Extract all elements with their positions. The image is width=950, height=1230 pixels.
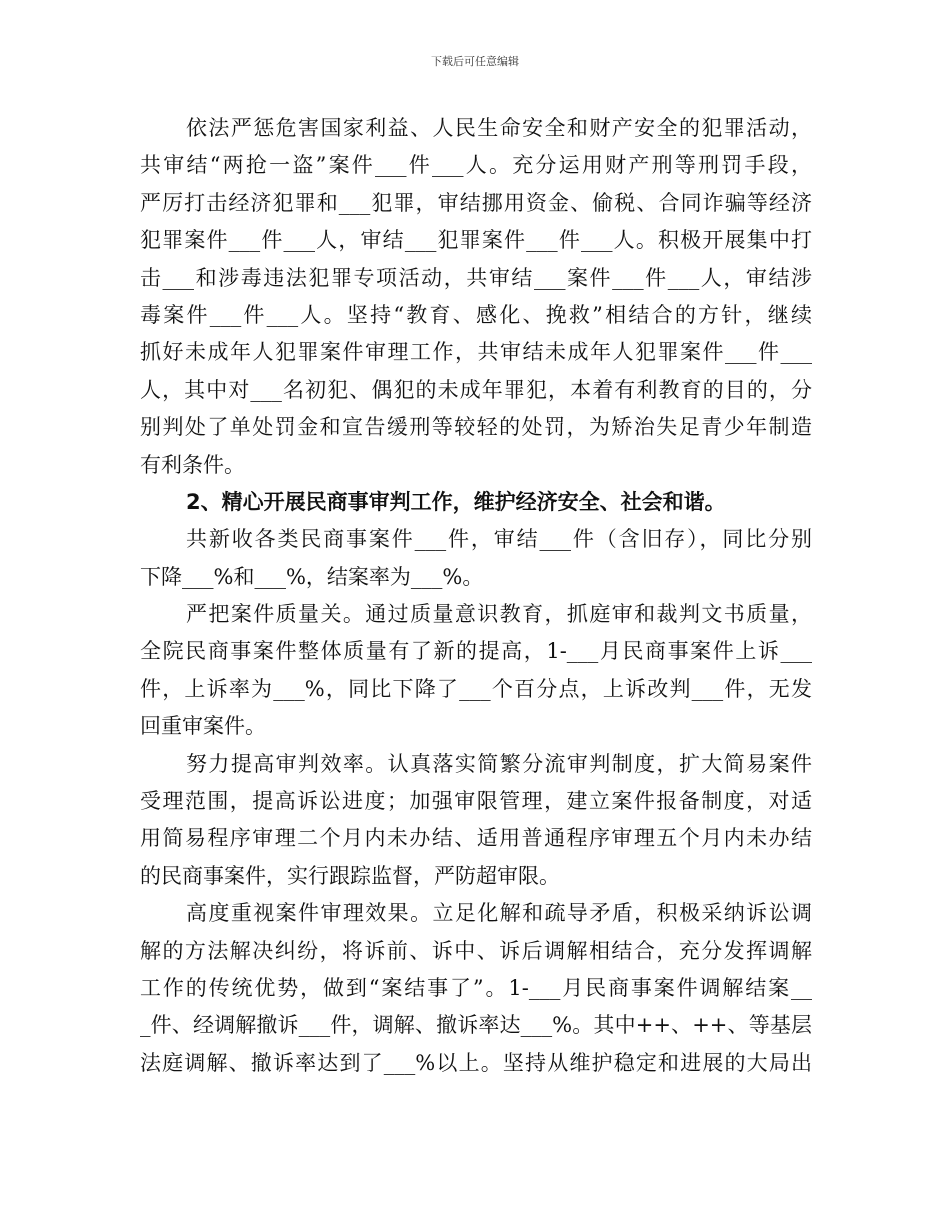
paragraph-line: 依法严惩危害国家利益、人民生命安全和财产安全的犯罪活动， xyxy=(186,116,812,140)
paragraph-line: 严把案件质量关。通过质量意识教育，抓庭审和裁判文书质量， xyxy=(186,602,812,627)
paragraph-line: 受理范围，提高诉讼进度；加强审限管理，建立案件报备制度，对适 xyxy=(140,789,812,814)
paragraph-line: 别判处了单处罚金和宣告缓刑等较轻的处罚，为矫治失足青少年制造 xyxy=(140,415,812,440)
paragraph-line: 人，其中对___名初犯、偶犯的未成年罪犯，本着有利教育的目的，分 xyxy=(140,377,812,402)
paragraph-line: 件，上诉率为___%，同比下降了___个百分点，上诉改判___件，无发 xyxy=(140,676,812,701)
paragraph-line: 工作的传统优势，做到“案结事了”。1-___月民商事案件调解结案__ xyxy=(140,975,812,1000)
section-heading: 2、精心开展民商事审判工作，维护经济安全、社会和谐。 xyxy=(186,489,726,514)
paragraph-line: 有利条件。 xyxy=(140,452,245,477)
paragraph-line: 用简易程序审理二个月内未办结、适用普通程序审理五个月内未办结 xyxy=(140,826,812,851)
paragraph-line: 解的方法解决纠纷，将诉前、诉中、诉后调解相结合，充分发挥调解 xyxy=(140,938,812,963)
paragraph-line: 击___和涉毒违法犯罪专项活动，共审结___案件___件___人，审结涉 xyxy=(140,265,812,290)
paragraph-line: 抓好未成年人犯罪案件审理工作，共审结未成年人犯罪案件___件___ xyxy=(140,340,812,365)
paragraph-line: 毒案件___件___人。坚持“教育、感化、挽救”相结合的方针，继续 xyxy=(140,302,812,327)
paragraph-line: 犯罪案件___件___人，审结___犯罪案件___件___人。积极开展集中打 xyxy=(140,228,812,253)
document-body xyxy=(140,112,812,1084)
paragraph-line: 高度重视案件审理效果。立足化解和疏导矛盾，积极采纳诉讼调 xyxy=(186,901,812,926)
paragraph-line: 法庭调解、撤诉率达到了___%以上。坚持从维护稳定和进展的大局出 xyxy=(140,1050,812,1075)
paragraph-line: 下降___%和___%，结案率为___%。 xyxy=(140,564,484,589)
paragraph-line: 严厉打击经济犯罪和___犯罪，审结挪用资金、偷税、合同诈骗等经济 xyxy=(140,190,812,215)
paragraph-line: 共审结“两抢一盗”案件___件___人。充分运用财产刑等刑罚手段， xyxy=(140,153,812,178)
page-header: 下载后可任意编辑 xyxy=(431,55,519,68)
paragraph-line: _件、经调解撤诉___件，调解、撤诉率达___%。其中++、++、等基层 xyxy=(140,1013,812,1038)
paragraph-line: 回重审案件。 xyxy=(140,714,266,739)
paragraph-line: 全院民商事案件整体质量有了新的提高，1-___月民商事案件上诉___ xyxy=(140,639,812,664)
paragraph-line: 的民商事案件，实行跟踪监督，严防超审限。 xyxy=(140,863,560,888)
paragraph-line: 努力提高审判效率。认真落实简繁分流审判制度，扩大简易案件 xyxy=(186,751,812,776)
paragraph-line: 共新收各类民商事案件___件，审结___件（含旧存），同比分别 xyxy=(186,527,812,552)
